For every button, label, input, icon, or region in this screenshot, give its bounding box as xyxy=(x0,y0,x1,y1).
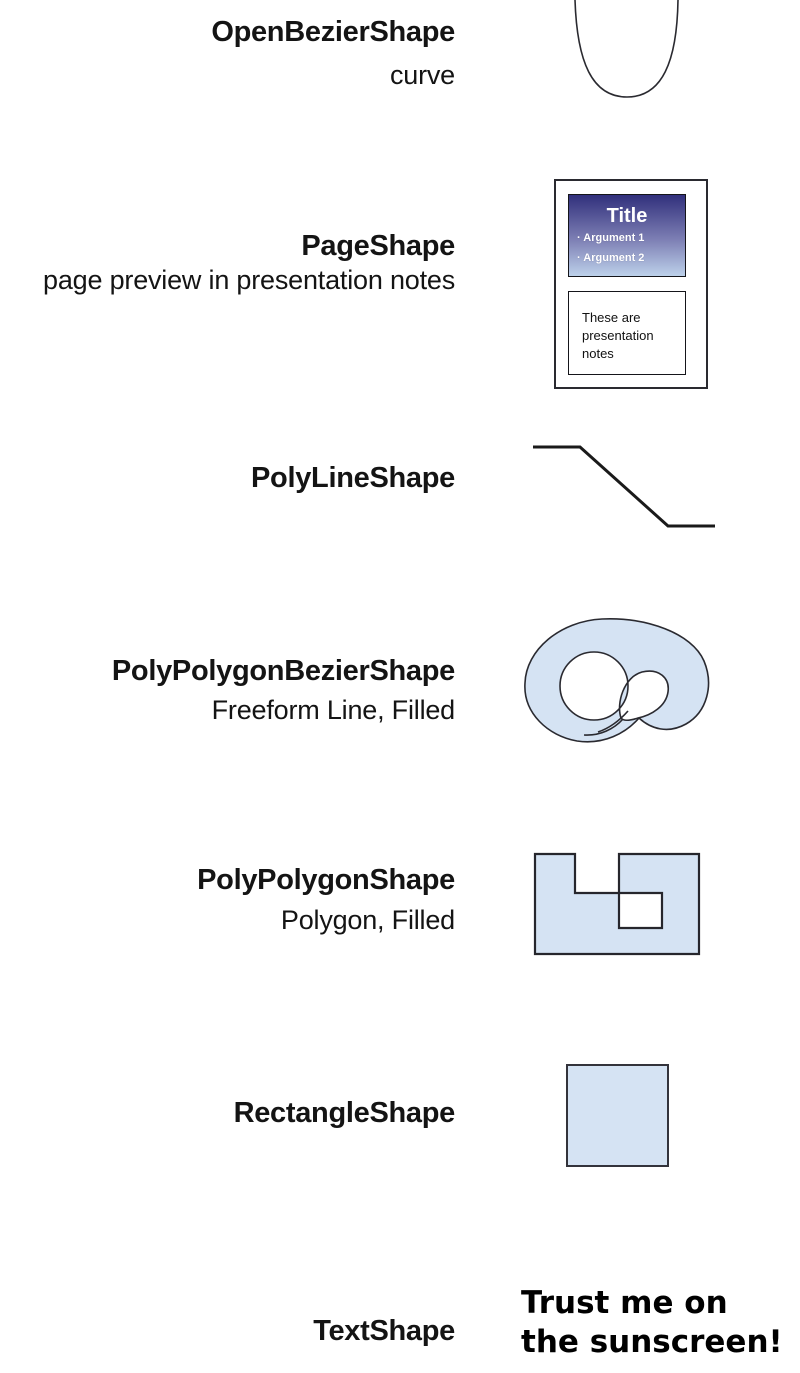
shape-subtitle-polypolygonbeziershape: Freeform Line, Filled xyxy=(211,695,455,725)
page-preview-figure xyxy=(554,179,708,389)
rectangle-filled-figure xyxy=(566,1064,669,1167)
shape-title-pageshape: PageShape xyxy=(301,230,455,262)
slide-title: Title xyxy=(606,205,648,227)
shape-title-polypolygonshape: PolyPolygonShape xyxy=(197,864,455,896)
slide-thumbnail xyxy=(568,194,686,277)
presentation-notes-text: These are presentation notes xyxy=(582,310,654,361)
text-shape-line-2: the sunscreen! xyxy=(521,1324,783,1360)
shape-title-polypolygonbeziershape: PolyPolygonBezierShape xyxy=(111,655,455,687)
text-shape-figure xyxy=(521,1284,783,1362)
polyline-figure xyxy=(530,444,720,530)
shape-subtitle-polypolygonshape: Polygon, Filled xyxy=(280,905,455,935)
open-bezier-curve-figure xyxy=(565,0,685,100)
shape-subtitle-openbeziershape: curve xyxy=(389,60,455,90)
shape-title-openbeziershape: OpenBezierShape xyxy=(211,16,455,48)
shape-title-rectangleshape: RectangleShape xyxy=(233,1097,455,1129)
slide-bullet-2: · Argument 2 xyxy=(577,252,645,264)
polygon-filled-figure xyxy=(534,853,701,956)
text-shape-line-1: Trust me on xyxy=(521,1285,728,1321)
shape-subtitle-pageshape: page preview in presentation notes xyxy=(43,265,455,295)
slide-bullet-1: · Argument 1 xyxy=(577,232,645,244)
presentation-notes-box xyxy=(568,291,686,375)
shape-title-polylineshape: PolyLineShape xyxy=(251,462,455,494)
shape-title-textshape: TextShape xyxy=(313,1315,455,1347)
freeform-filled-figure xyxy=(520,615,715,750)
